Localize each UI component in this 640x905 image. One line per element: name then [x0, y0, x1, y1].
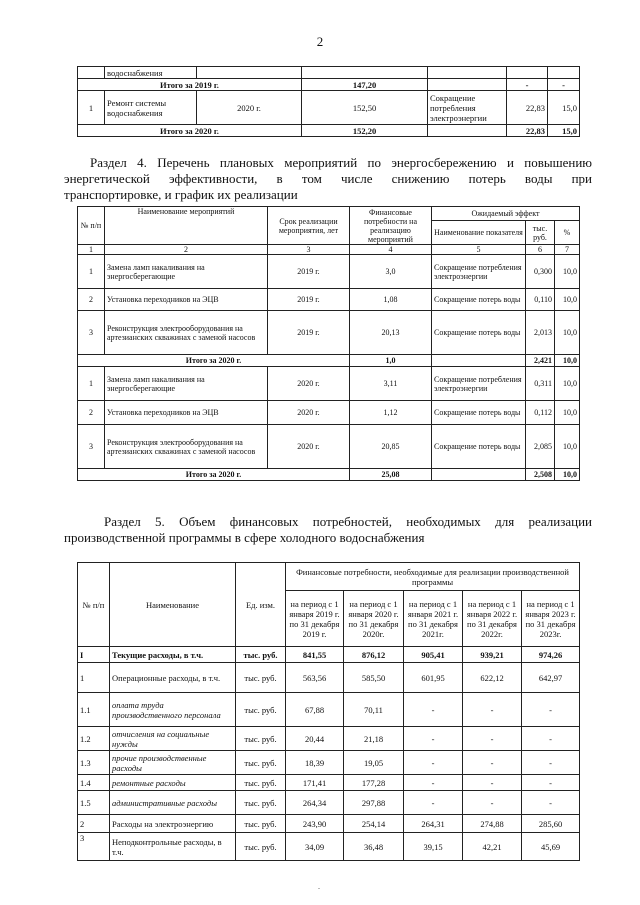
- table-row: I Текущие расходы, в т.ч. тыс. руб. 841,55 876,12 905,41 939,21 974,26: [78, 647, 580, 663]
- section5-heading: Раздел 5. Объем финансовых потребностей, необходимых для реализации производственной программы в сфере холодного водоснабжения: [64, 514, 592, 545]
- row-amount: 152,50: [302, 91, 428, 125]
- row-num: 1: [78, 91, 105, 125]
- total-row: Итого за 2020 г. 25,08 2,508 10,0: [78, 469, 580, 481]
- header-row: [78, 207, 580, 221]
- row-term: 2020 г.: [197, 91, 302, 125]
- table-row: 1.5 административные расходы тыс. руб. 264,34 297,88 - - -: [78, 791, 580, 815]
- header-period: на период с 1 января 2020 г. по 31 декабря 2020г.: [344, 591, 404, 647]
- table-row: 1 Замена ламп накаливания на энергосберегающие 2019 г. 3,0 Сокращение потребления электроэнергии 0,300 10,0: [78, 255, 580, 289]
- table-row: 3 Реконструкция электрооборудования на артезианских скважинах с заменой насосов 2020 г. 20,85 Сокращение потерь воды 2,085 10,0: [78, 425, 580, 469]
- table-row: 1.2 отчисления на социальные нужды тыс. руб. 20,44 21,18 - - -: [78, 727, 580, 751]
- continuation-text: водоснабжения: [105, 67, 197, 79]
- table-row: 1.1 оплата труда производственного персонала тыс. руб. 67,88 70,11 - - -: [78, 693, 580, 727]
- header-num: № п/п: [78, 207, 105, 245]
- header-period: на период с 1 января 2021 г. по 31 декабря 2021г.: [404, 591, 463, 647]
- section4-heading: Раздел 4. Перечень плановых мероприятий по энергосбережению и повышению энергетической эффективности, в том числе снижению потерь воды при транспортировке, и график их реализации: [64, 155, 592, 202]
- header-num: № п/п: [78, 563, 110, 647]
- total-row: Итого за 2020 г. 1,0 2,421 10,0: [78, 355, 580, 367]
- row-effect-pct: 15,0: [548, 91, 580, 125]
- total-amount: 152,20: [302, 125, 428, 137]
- header-term: Срок реализации мероприятия, лет: [268, 207, 350, 245]
- total-row: [78, 79, 580, 91]
- row-effect-value: 22,83: [507, 91, 548, 125]
- table-row: 1.4 ремонтные расходы тыс. руб. 171,41 177,28 - - -: [78, 775, 580, 791]
- header-group: Финансовые потребности, необходимые для реализации производственной программы: [286, 563, 580, 591]
- total-label: Итого за 2020 г.: [78, 125, 302, 137]
- header-finance: Финансовые потребности на реализацию мероприятий: [350, 207, 432, 245]
- table-row: 1 Замена ламп накаливания на энергосберегающие 2020 г. 3,11 Сокращение потребления электроэнергии 0,311 10,0: [78, 367, 580, 401]
- table-row: 3 Реконструкция электрооборудования на артезианских скважинах с заменой насосов 2019 г. 20,13 Сокращение потерь воды 2,013 10,0: [78, 311, 580, 355]
- header-effect-value: тыс. руб.: [526, 221, 555, 245]
- header-period: на период с 1 января 2023 г. по 31 декабря 2023г.: [522, 591, 580, 647]
- header-effect-pct: %: [555, 221, 580, 245]
- table-row: [78, 67, 580, 79]
- table-row: 2 Расходы на электроэнергию тыс. руб. 243,90 254,14 264,31 274,88 285,60: [78, 815, 580, 833]
- row-name: Ремонт системы водоснабжения: [105, 91, 197, 125]
- total-row: [78, 125, 580, 137]
- header-effect-name: Наименование показателя: [432, 221, 526, 245]
- header-unit: Ед. изм.: [236, 563, 286, 647]
- total-amount: 147,20: [302, 79, 428, 91]
- total-effect-pct: 15,0: [548, 125, 580, 137]
- table-row: 3 Неподконтрольные расходы, в т.ч. тыс. руб. 34,09 36,48 39,15 42,21 45,69: [78, 833, 580, 861]
- header-period: на период с 1 января 2022 г. по 31 декабря 2022г.: [463, 591, 522, 647]
- header-name: Наименование: [110, 563, 236, 647]
- financial-needs-table: [77, 562, 580, 861]
- scan-mark: [318, 888, 320, 889]
- table-row: [78, 91, 580, 125]
- header-name: Наименование мероприятий: [105, 207, 268, 245]
- total-effect-value: 22,83: [507, 125, 548, 137]
- continuation-table: [77, 66, 580, 137]
- table-row: 1.3 прочие производственные расходы тыс. руб. 18,39 19,05 - - -: [78, 751, 580, 775]
- table-row: 1 Операционные расходы, в т.ч. тыс. руб. 563,56 585,50 601,95 622,12 642,97: [78, 663, 580, 693]
- total-effect-pct: -: [548, 79, 580, 91]
- header-effect: Ожидаемый эффект: [432, 207, 580, 221]
- header-period: на период с 1 января 2019 г. по 31 декабря 2019 г.: [286, 591, 344, 647]
- column-numbers-row: 1 2 3 4 5 6 7: [78, 245, 580, 255]
- total-label: Итого за 2019 г.: [78, 79, 302, 91]
- energy-saving-table: [77, 206, 580, 481]
- table-row: 2 Установка переходников на ЭЦВ 2020 г. 1,12 Сокращение потерь воды 0,112 10,0: [78, 401, 580, 425]
- total-effect-value: -: [507, 79, 548, 91]
- page-number: 2: [316, 34, 324, 49]
- row-effect: Сокращение потребления электроэнергии: [428, 91, 507, 125]
- header-row: [78, 563, 580, 591]
- table-row: 2 Установка переходников на ЭЦВ 2019 г. 1,08 Сокращение потерь воды 0,110 10,0: [78, 289, 580, 311]
